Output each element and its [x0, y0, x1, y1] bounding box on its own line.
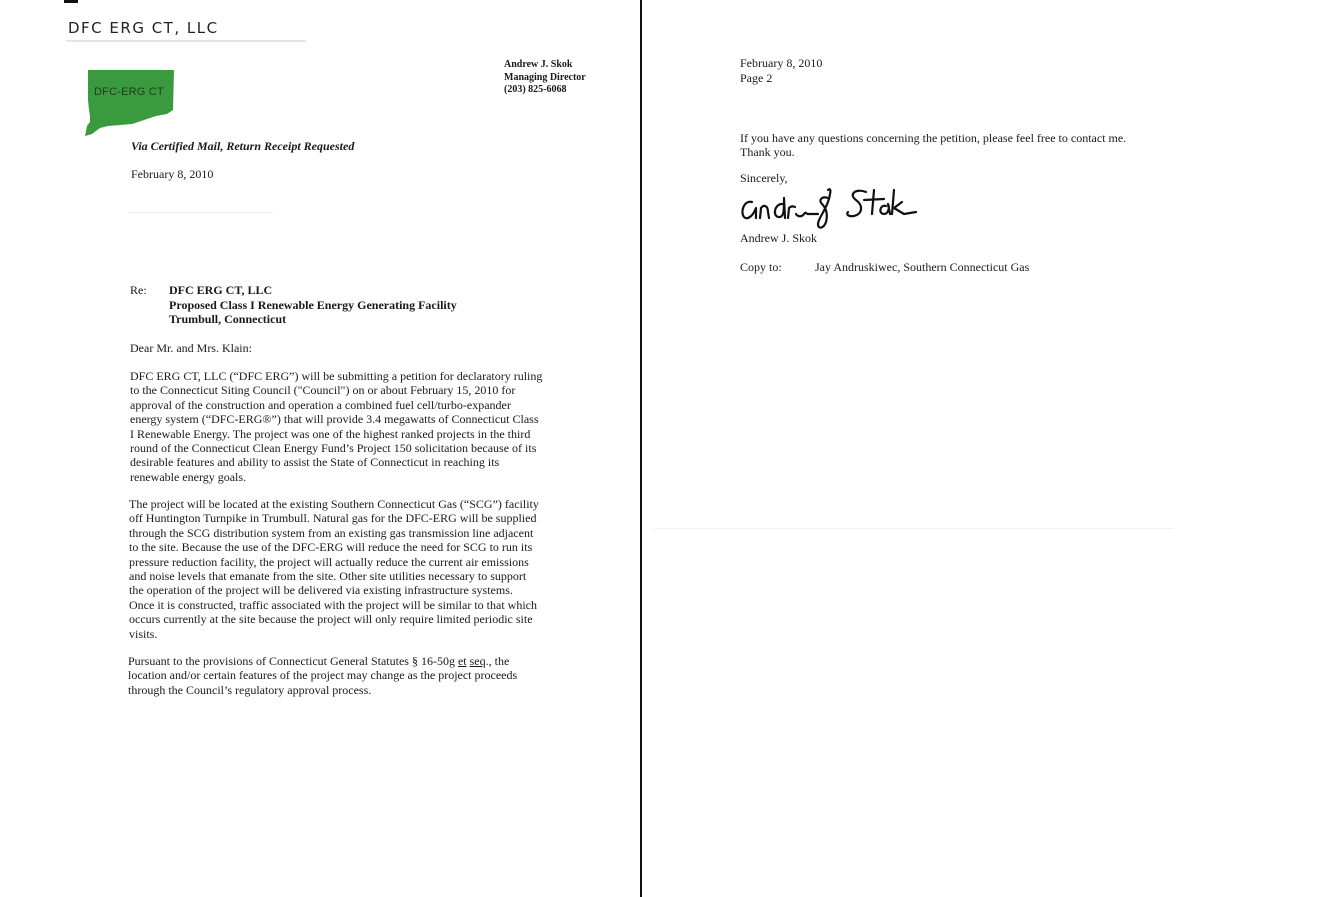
handwritten-signature [738, 184, 920, 230]
scan-artifact-mark [64, 0, 78, 3]
body-paragraph-2 [129, 497, 539, 641]
copy-to-label: Copy to: [740, 260, 782, 274]
copy-to-recipient: Jay Andruskiwec, Southern Connecticut Gas [815, 260, 1030, 274]
paragraph-line: energy system (“DFC-ERG®”) that will provide 3.4 megawatts of Connecticut Class [130, 412, 539, 427]
paragraph-line: to the site. Because the use of the DFC-ERG will reduce the need for SCG to run its [129, 540, 533, 555]
paragraph-line: to the Connecticut Siting Council ("Council") on or about February 15, 2010 for [130, 383, 516, 398]
paragraph-line: occurs currently at the site because the project will only require limited periodic site [129, 612, 533, 627]
paragraph-line: off Huntington Turnpike in Trumbull. Natural gas for the DFC-ERG will be supplied [129, 511, 537, 526]
subject-block [169, 283, 457, 327]
paragraph-line: visits. [129, 626, 158, 641]
page2-date: February 8, 2010 [740, 56, 823, 70]
paragraph-line: I Renewable Energy. The project was one of the highest ranked projects in the third [130, 426, 531, 441]
sender-block [504, 59, 586, 97]
subject-line: Proposed Class I Renewable Energy Generating Facility [169, 297, 457, 312]
statute-text-end: ., the [485, 654, 510, 668]
delivery-method: Via Certified Mail, Return Receipt Requested [131, 139, 355, 153]
paragraph-line: location and/or certain features of the project may change as the project proceeds [128, 668, 518, 683]
sender-name: Andrew J. Skok [504, 59, 573, 70]
body-paragraph-3 [128, 654, 517, 697]
statute-text: Pursuant to the provisions of Connecticut General Statutes § 16-50g [128, 654, 458, 668]
paragraph-line: DFC ERG CT, LLC (“DFC ERG”) will be submitting a petition for declaratory ruling [130, 369, 543, 383]
paragraph-line: Once it is constructed, traffic associated with the project will be similar to that which [129, 597, 537, 612]
closing-paragraph [740, 131, 1126, 159]
connecticut-state-map-icon [84, 70, 176, 136]
seq-abbreviation: seq [469, 654, 486, 668]
paragraph-line: the operation of the project will be delivered via existing infrastructure systems. [129, 583, 513, 598]
paragraph-line: and noise levels that emanate from the site. Other site utilities necessary to support [129, 569, 527, 584]
subject-line: DFC ERG CT, LLC [169, 283, 273, 297]
paragraph-line: approval of the construction and operation a combined fuel cell/turbo-expander [130, 397, 511, 412]
closing-line: Thank you. [740, 145, 795, 159]
paragraph-line: through the Council’s regulatory approval process. [128, 682, 372, 697]
company-letterhead: DFC ERG CT, LLC [68, 19, 219, 37]
paragraph-line [128, 654, 517, 668]
closing-line: If you have any questions concerning the petition, please feel free to contact me. [740, 131, 1127, 145]
salutation: Dear Mr. and Mrs. Klain: [130, 341, 252, 355]
et-abbreviation: et [457, 654, 467, 668]
body-paragraph-1 [130, 369, 542, 484]
page-divider [640, 0, 642, 897]
complimentary-close: Sincerely, [740, 171, 788, 185]
subject-line: Trumbull, Connecticut [169, 312, 287, 326]
paragraph-line: through the SCG distribution system from an existing gas transmission line adjacent [129, 525, 534, 540]
sender-phone: (203) 825-6068 [504, 84, 567, 95]
page-number: Page 2 [740, 71, 773, 85]
paragraph-line: pressure reduction facility, the project will actually reduce the current air emissions [129, 554, 529, 569]
paragraph-line: round of the Connecticut Clean Energy Fund’s Project 150 solicitation because of its [130, 441, 537, 456]
scan-smudge [128, 212, 273, 213]
signer-name: Andrew J. Skok [740, 231, 817, 245]
sender-title: Managing Director [504, 71, 586, 83]
paragraph-line: desirable features and ability to assist the State of Connecticut in reaching its [130, 455, 500, 470]
paragraph-line: The project will be located at the existing Southern Connecticut Gas (“SCG”) facility [129, 497, 539, 511]
re-label: Re: [130, 283, 147, 297]
logo-label: DFC-ERG CT [94, 86, 164, 98]
scan-smudge [654, 528, 1174, 529]
letter-date: February 8, 2010 [131, 167, 214, 181]
letterhead-rule [66, 40, 306, 42]
paragraph-line: renewable energy goals. [130, 469, 247, 484]
